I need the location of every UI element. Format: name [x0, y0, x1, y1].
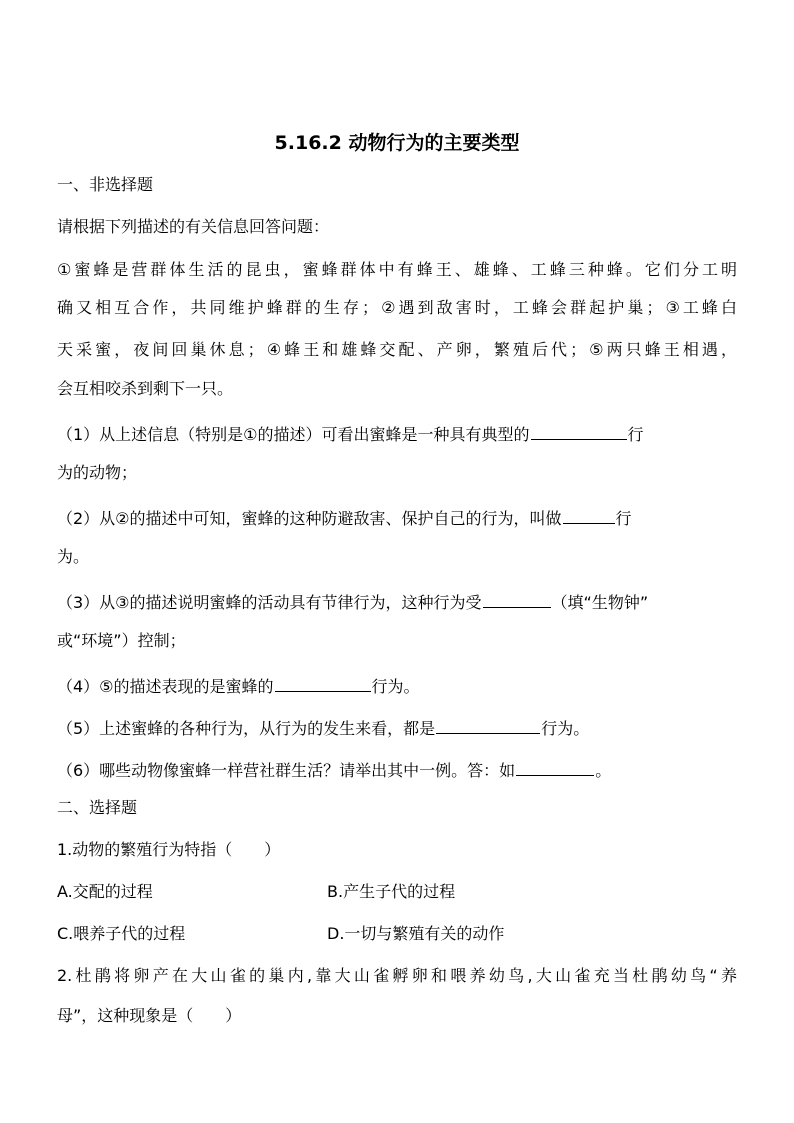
answer-blank-6[interactable] [516, 759, 594, 776]
mc-option-c[interactable]: C.喂养子代的过程 [57, 924, 186, 943]
mc-question-1-stem: 1.动物的繁殖行为特指（ ） [57, 840, 281, 859]
question-4-text: （4）⑤的描述表现的是蜜蜂的 [57, 677, 274, 696]
question-3 [57, 591, 648, 614]
question-1 [57, 423, 644, 446]
question-1-text: （1）从上述信息（特别是①的描述）可看出蜜蜂是一种具有典型的 [57, 425, 530, 444]
mc-question-2-stem-continued: 母”，这种现象是（ ） [57, 1006, 242, 1025]
question-4 [57, 675, 420, 698]
answer-blank-1[interactable] [531, 423, 627, 440]
passage-line: 会互相咬杀到剩下一只。 [57, 379, 234, 398]
page-title: 5.16.2 动物行为的主要类型 [274, 132, 520, 154]
answer-blank-5[interactable] [436, 717, 540, 734]
mc-option-b[interactable]: B.产生子代的过程 [327, 882, 456, 901]
passage-line: ①蜜蜂是营群体生活的昆虫，蜜蜂群体中有蜂王、雄蜂、工蜂三种蜂。它们分工明 [57, 260, 737, 279]
instructions: 请根据下列描述的有关信息回答问题： [57, 217, 330, 236]
question-6-tail: 。 [595, 761, 612, 780]
question-5-text: （5）上述蜜蜂的各种行为，从行为的发生来看，都是 [57, 719, 436, 738]
mc-option-a[interactable]: A.交配的过程 [57, 882, 153, 901]
passage-line: 确又相互合作，共同维护蜂群的生存；②遇到敌害时，工蜂会群起护巢；③工蜂白 [57, 298, 737, 317]
section-heading-choice: 二、选择题 [57, 798, 138, 817]
answer-blank-2[interactable] [563, 507, 615, 524]
question-6 [57, 759, 611, 782]
section-heading-nonchoice: 一、非选择题 [57, 175, 154, 194]
passage-line: 天采蜜，夜间回巢休息；④蜂王和雄蜂交配、产卵，繁殖后代；⑤两只蜂王相遇， [57, 340, 737, 359]
question-3-text: （3）从③的描述说明蜜蜂的活动具有节律行为，这种行为受 [57, 593, 482, 612]
question-5 [57, 717, 589, 740]
question-2-tail: 行 [615, 509, 632, 528]
question-1-continued: 为的动物； [57, 463, 138, 482]
question-2 [57, 507, 632, 530]
mc-option-d[interactable]: D.一切与繁殖有关的动作 [327, 924, 505, 943]
question-2-text: （2）从②的描述中可知，蜜蜂的这种防避敌害、保护自己的行为，叫做 [57, 509, 562, 528]
answer-blank-4[interactable] [275, 675, 371, 692]
question-4-tail: 行为。 [371, 677, 420, 696]
question-6-text: （6）哪些动物像蜜蜂一样营社群生活？请举出其中一例。答：如 [57, 761, 516, 780]
answer-blank-3[interactable] [483, 591, 551, 608]
mc-question-2-stem: 2.杜鹃将卵产在大山雀的巢内,靠大山雀孵卵和喂养幼鸟,大山雀充当杜鹃幼鸟“养 [57, 966, 737, 985]
question-2-continued: 为。 [57, 547, 90, 566]
question-3-tail: （填“生物钟” [551, 593, 649, 612]
question-3-continued: 或“环境”）控制； [57, 631, 186, 650]
question-1-tail: 行 [627, 425, 644, 444]
question-5-tail: 行为。 [541, 719, 590, 738]
